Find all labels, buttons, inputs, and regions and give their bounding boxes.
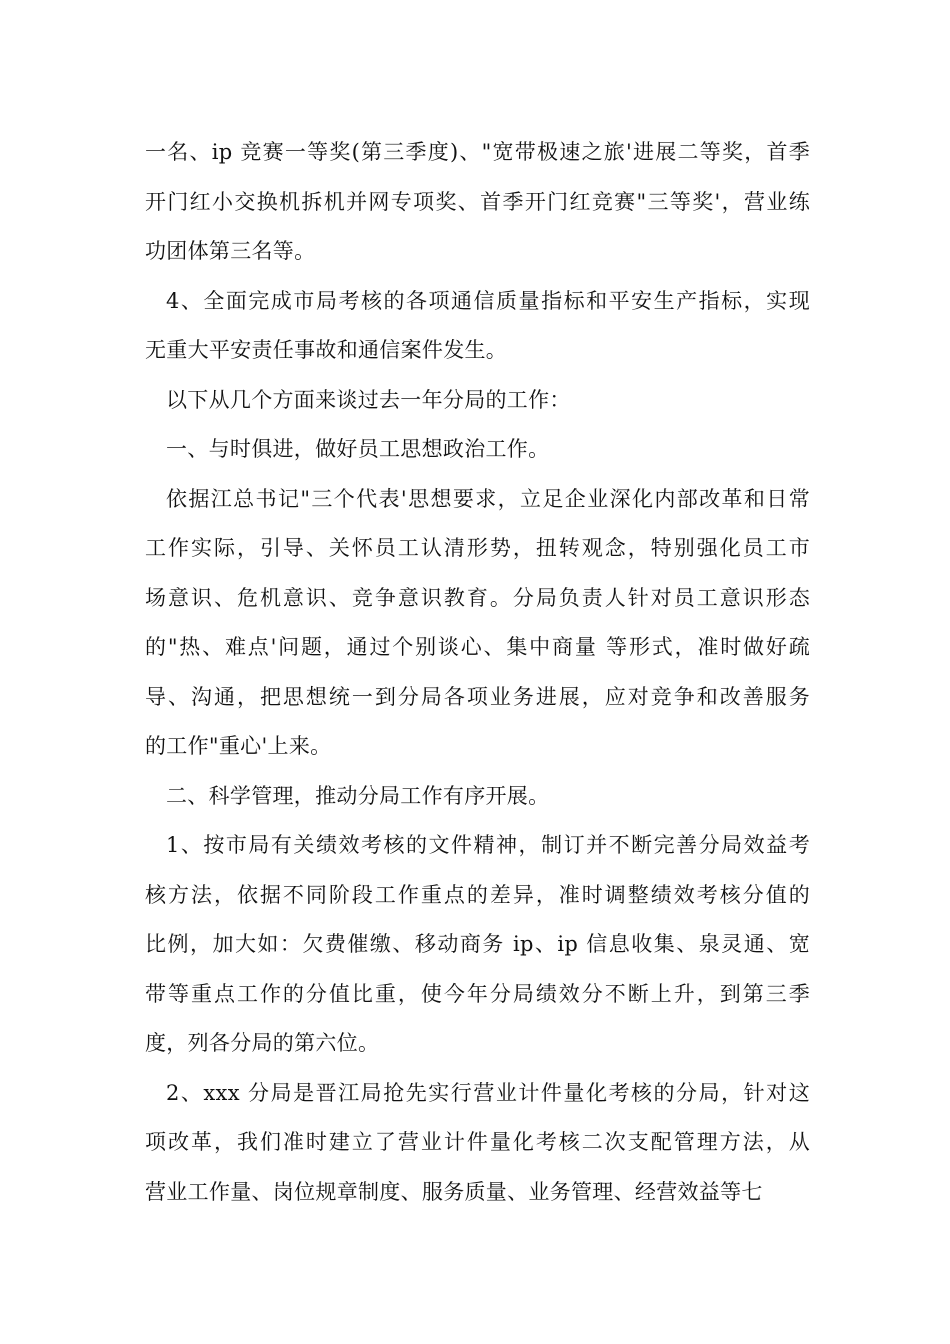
paragraph <box>145 475 810 772</box>
text-line: 核方法，依据不同阶段工作重点的差异，准时调整绩效考核分值的 <box>145 882 810 907</box>
text-line: 功团体第三名等。 <box>145 239 316 263</box>
text-line: 导、沟通，把思想统一到分局各项业务进展，应对竞争和改善服务 <box>145 684 810 709</box>
text-line: 二、科学管理，推动分局工作有序开展。 <box>166 783 550 808</box>
text-line: 以下从几个方面来谈过去一年分局的工作： <box>166 387 571 412</box>
text-line: 营业工作量、岗位规章制度、服务质量、业务管理、经营效益等七 <box>145 1179 763 1204</box>
text-line: 一名、ip 竞赛一等奖(第三季度)、"宽带极速之旅'进展二等奖，首季 <box>145 140 810 164</box>
text-line: 带等重点工作的分值比重，使今年分局绩效分不断上升，到第三季 <box>145 981 810 1006</box>
text-line: 无重大平安责任事故和通信案件发生。 <box>145 338 508 362</box>
paragraph <box>145 1069 810 1218</box>
text-line: 2、xxx 分局是晋江局抢先实行营业计件量化考核的分局，针对这 <box>166 1080 810 1105</box>
text-line: 的"热、难点'问题，通过个别谈心、集中商量 等形式，准时做好疏 <box>145 635 810 659</box>
text-line: 开门红小交换机拆机并网专项奖、首季开门红竞赛"三等奖'，营业练 <box>145 189 810 214</box>
text-line: 依据江总书记"三个代表'思想要求，立足企业深化内部改革和日常 <box>166 486 810 511</box>
text-line: 度，列各分局的第六位。 <box>145 1031 380 1055</box>
paragraph <box>145 128 810 277</box>
text-line: 1、按市局有关绩效考核的文件精神，制订并不断完善分局效益考 <box>166 833 810 857</box>
paragraph <box>145 376 810 426</box>
document-page <box>145 128 810 1217</box>
text-line: 4、全面完成市局考核的各项通信质量指标和平安生产指标，实现 <box>166 288 810 313</box>
text-line: 比例，加大如：欠费催缴、移动商务 ip、ip 信息收集、泉灵通、宽 <box>145 932 810 956</box>
text-line: 场意识、危机意识、竞争意识教育。分局负责人针对员工意识形态 <box>145 585 810 610</box>
paragraph <box>145 277 810 376</box>
paragraph <box>145 425 810 475</box>
text-line: 的工作"重心'上来。 <box>145 734 332 758</box>
text-line: 一、与时俱进，做好员工思想政治工作。 <box>166 437 550 461</box>
paragraph <box>145 821 810 1069</box>
paragraph <box>145 772 810 822</box>
text-line: 项改革，我们准时建立了营业计件量化考核二次支配管理方法，从 <box>145 1130 810 1154</box>
text-line: 工作实际，引导、关怀员工认清形势，扭转观念，特别强化员工市 <box>145 536 810 560</box>
